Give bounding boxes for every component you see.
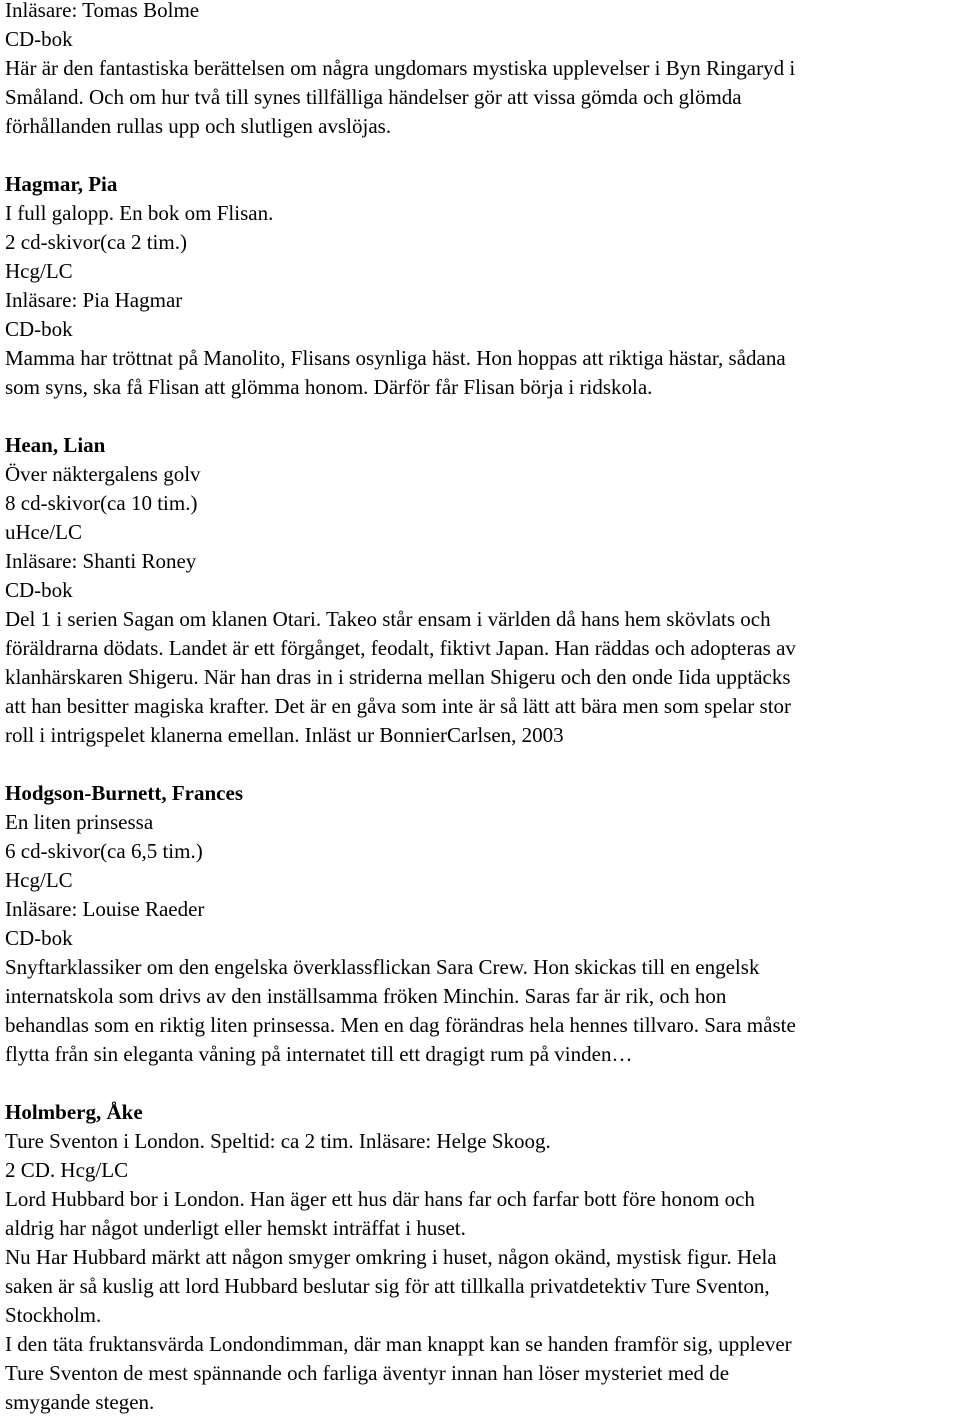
entry-author: Holmberg, Åke	[5, 1100, 143, 1124]
catalog-page	[5, 0, 955, 1417]
entry-author: Hean, Lian	[5, 433, 106, 457]
entry-code: uHce/LC	[5, 520, 82, 544]
catalog-entry	[5, 431, 955, 750]
entry-description-line: att han besitter magiska krafter. Det är en gåva som inte är så lätt att bära men som spelar stor	[5, 694, 792, 718]
entry-description-line: I den täta fruktansvärda Londondimman, där man knappt kan se handen framför sig, upplever	[5, 1332, 792, 1356]
entry-duration: 6 cd-skivor(ca 6,5 tim.)	[5, 839, 203, 863]
entry-code: Hcg/LC	[5, 868, 73, 892]
entry-code: Hcg/LC	[5, 259, 73, 283]
entry-format: 2 CD. Hcg/LC	[5, 1158, 129, 1182]
entry-duration: 2 cd-skivor(ca 2 tim.)	[5, 230, 187, 254]
entry-description-line: behandlas som en riktig liten prinsessa. Men en dag förändras hela hennes tillvaro. Sara måste	[5, 1013, 796, 1037]
entry-author: Hagmar, Pia	[5, 172, 118, 196]
entry-format: CD-bok	[5, 926, 73, 950]
entry-reader: Inläsare: Louise Raeder	[5, 897, 205, 921]
entry-reader: Inläsare: Shanti Roney	[5, 549, 197, 573]
entry-description-line: Lord Hubbard bor i London. Han äger ett hus där hans far och farfar bott före honom och	[5, 1187, 755, 1211]
entry-author: Hodgson-Burnett, Frances	[5, 781, 243, 805]
catalog-entry	[5, 170, 955, 402]
entry-description-line: internatskola som drivs av den inställsamma fröken Minchin. Saras far är rik, och hon	[5, 984, 727, 1008]
entry-description-line: Snyftarklassiker om den engelska överklassflickan Sara Crew. Hon skickas till en engelsk	[5, 955, 760, 979]
entry-description-line: som syns, ska få Flisan att glömma honom. Därför får Flisan börja i ridskola.	[5, 375, 653, 399]
entry-format: CD-bok	[5, 317, 73, 341]
entry-description-line: Ture Sventon de mest spännande och farliga äventyr innan han löser mysteriet med de	[5, 1361, 730, 1385]
entry-title: En liten prinsessa	[5, 810, 154, 834]
entry-format: CD-bok	[5, 27, 73, 51]
entry-description-line: Stockholm.	[5, 1303, 102, 1327]
entry-title: I full galopp. En bok om Flisan.	[5, 201, 274, 225]
entry-description-line: Småland. Och om hur två till synes tillfälliga händelser gör att vissa gömda och glömda	[5, 85, 742, 109]
catalog-entry	[5, 1098, 955, 1417]
entry-description-line: Del 1 i serien Sagan om klanen Otari. Takeo står ensam i världen då hans hem skövlats och	[5, 607, 771, 631]
entry-reader: Inläsare: Tomas Bolme	[5, 0, 200, 22]
entry-reader: Inläsare: Pia Hagmar	[5, 288, 183, 312]
catalog-entry	[5, 0, 955, 141]
entry-description-line: saken är så kuslig att lord Hubbard beslutar sig för att tillkalla privatdetektiv Ture Sventon,	[5, 1274, 770, 1298]
entry-format: CD-bok	[5, 578, 73, 602]
entry-description-line: flytta från sin eleganta våning på internatet till ett dragigt rum på vinden…	[5, 1042, 633, 1066]
entry-description-line: föräldrarna dödats. Landet är ett förgånget, feodalt, fiktivt Japan. Han räddas och adopteras av	[5, 636, 796, 660]
entry-description-line: Mamma har tröttnat på Manolito, Flisans osynliga häst. Hon hoppas att riktiga hästar, sådana	[5, 346, 786, 370]
entry-description-line: aldrig har något underligt eller hemskt inträffat i huset.	[5, 1216, 466, 1240]
entry-duration: 8 cd-skivor(ca 10 tim.)	[5, 491, 198, 515]
entry-description-line: klanhärskaren Shigeru. När han dras in i striderna mellan Shigeru och den onde Iida upptäcks	[5, 665, 791, 689]
entry-description-line: Här är den fantastiska berättelsen om några ungdomars mystiska upplevelser i Byn Ringaryd i	[5, 56, 796, 80]
entry-title: Över näktergalens golv	[5, 462, 201, 486]
catalog-entry	[5, 779, 955, 1069]
entry-title: Ture Sventon i London. Speltid: ca 2 tim. Inläsare: Helge Skoog.	[5, 1129, 551, 1153]
entry-description-line: Nu Har Hubbard märkt att någon smyger omkring i huset, någon okänd, mystisk figur. Hela	[5, 1245, 777, 1269]
entry-description-line: roll i intrigspelet klanerna emellan. Inläst ur BonnierCarlsen, 2003	[5, 723, 564, 747]
entry-description-line: smygande stegen.	[5, 1390, 155, 1414]
entry-description-line: förhållanden rullas upp och slutligen avslöjas.	[5, 114, 392, 138]
